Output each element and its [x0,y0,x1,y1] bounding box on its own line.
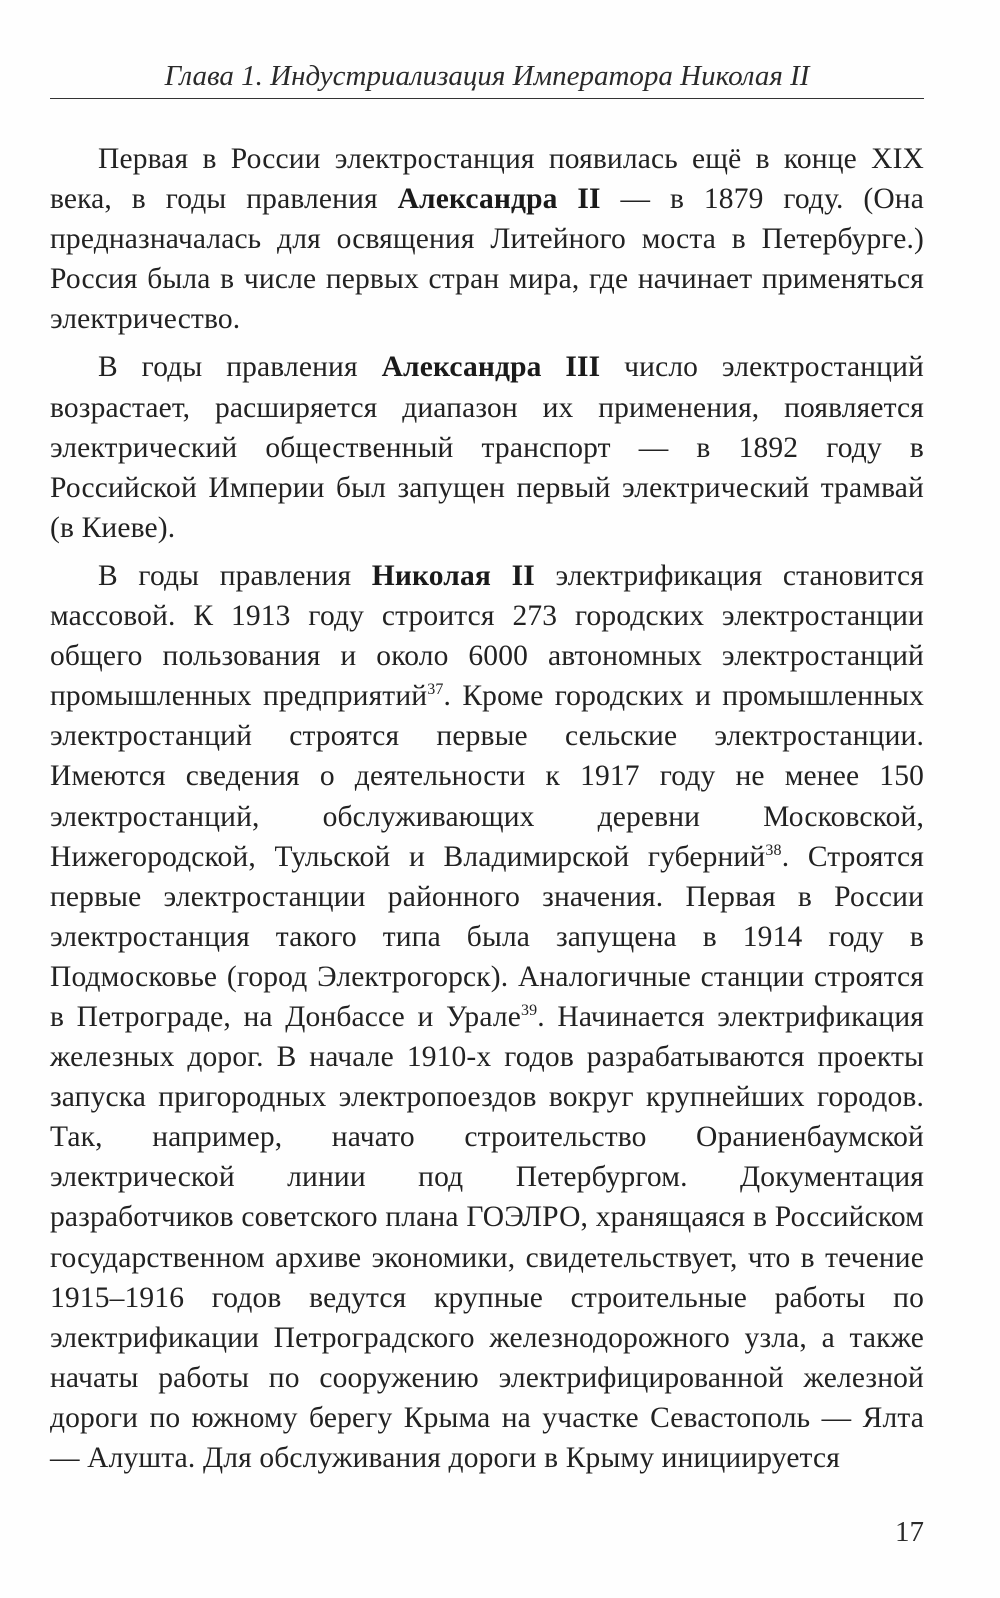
running-head: Глава 1. Индустриализация Императора Николая II [164,60,810,92]
paragraph-3-text-e: . Начинается электрификация железных дорог. В начале 1910-х годов разрабатываются проекты запуска пригородных электропоездов вокруг крупнейших городов. Так, например, начато строительство Ораниенбаумской электрической линии под Петербургом. Документация разработчиков советского плана ГОЭЛРО, хранящаяся в Российском государственном архиве экономики, свидетельствует, что в течение 1915–1916 годов ведутся крупные строительные работы по электрификации Петроградского железнодорожного узла, а также начаты работы по сооружению электрифицированной железной дороги по южному берегу Крыма на участке Севастополь — Ялта — Алушта. Для обслуживания дороги в Крыму инициируется [50,1000,925,1474]
bold-name-nicholas-ii: Николая II [371,559,535,592]
paragraph-2-text-a: В годы правления [98,351,382,384]
paragraph-3-text-d: . Строятся первые электростанции районного значения. Первая в России электростанция такого типа была запущена в 1914 году в Подмосковье (город Электрогорск). Аналогичные станции строятся в Петрограде, на Донбассе и Урале [50,840,924,1033]
paragraph-3-text-a: В годы правления [98,559,372,592]
footnote-ref-38[interactable]: 38 [765,841,782,859]
paragraph-3-text-c: . Кроме городских и промышленных электростанций строятся первые сельские электростанции. Имеются сведения о деятельности к 1917 году не менее 150 электростанций, обслуживающих деревни Московской, Нижегородской, Тульской и Владимирской губерний [50,680,924,873]
paragraph-3 [50,556,924,1478]
paragraph-2 [50,347,924,547]
footnote-ref-39[interactable]: 39 [520,1001,538,1019]
bold-name-alexander-iii: Александра III [381,351,601,384]
header-rule [50,98,924,99]
paragraph-1-text-b: — в 1879 году. (Она предназначалась для освящения Литейного моста в Петербурге.) Россия была в числе первых стран мира, где начинает применяться электричество. [50,183,924,336]
paragraph-1 [50,139,924,339]
footnote-ref-37[interactable]: 37 [427,681,444,699]
paragraph-2-text-b: число электростанций возрастает, расширяется диапазон их применения, появляется электрический общественный транспорт — в 1892 году в Российской Империи был запущен первый электрический трамвай (в Киеве). [50,351,924,544]
bold-name-alexander-ii: Александра II [397,183,601,216]
page-number: 17 [895,1516,924,1548]
paragraph-3-text-b: электрификация становится массовой. К 1913 году строится 273 городских электростанции общего пользования и около 6000 автономных электростанций промышленных предприятий [50,559,924,713]
body-text [50,139,924,1478]
paragraph-1-text-a: Первая в России электростанция появилась ещё в конце XIX века, в годы правления [50,143,924,216]
